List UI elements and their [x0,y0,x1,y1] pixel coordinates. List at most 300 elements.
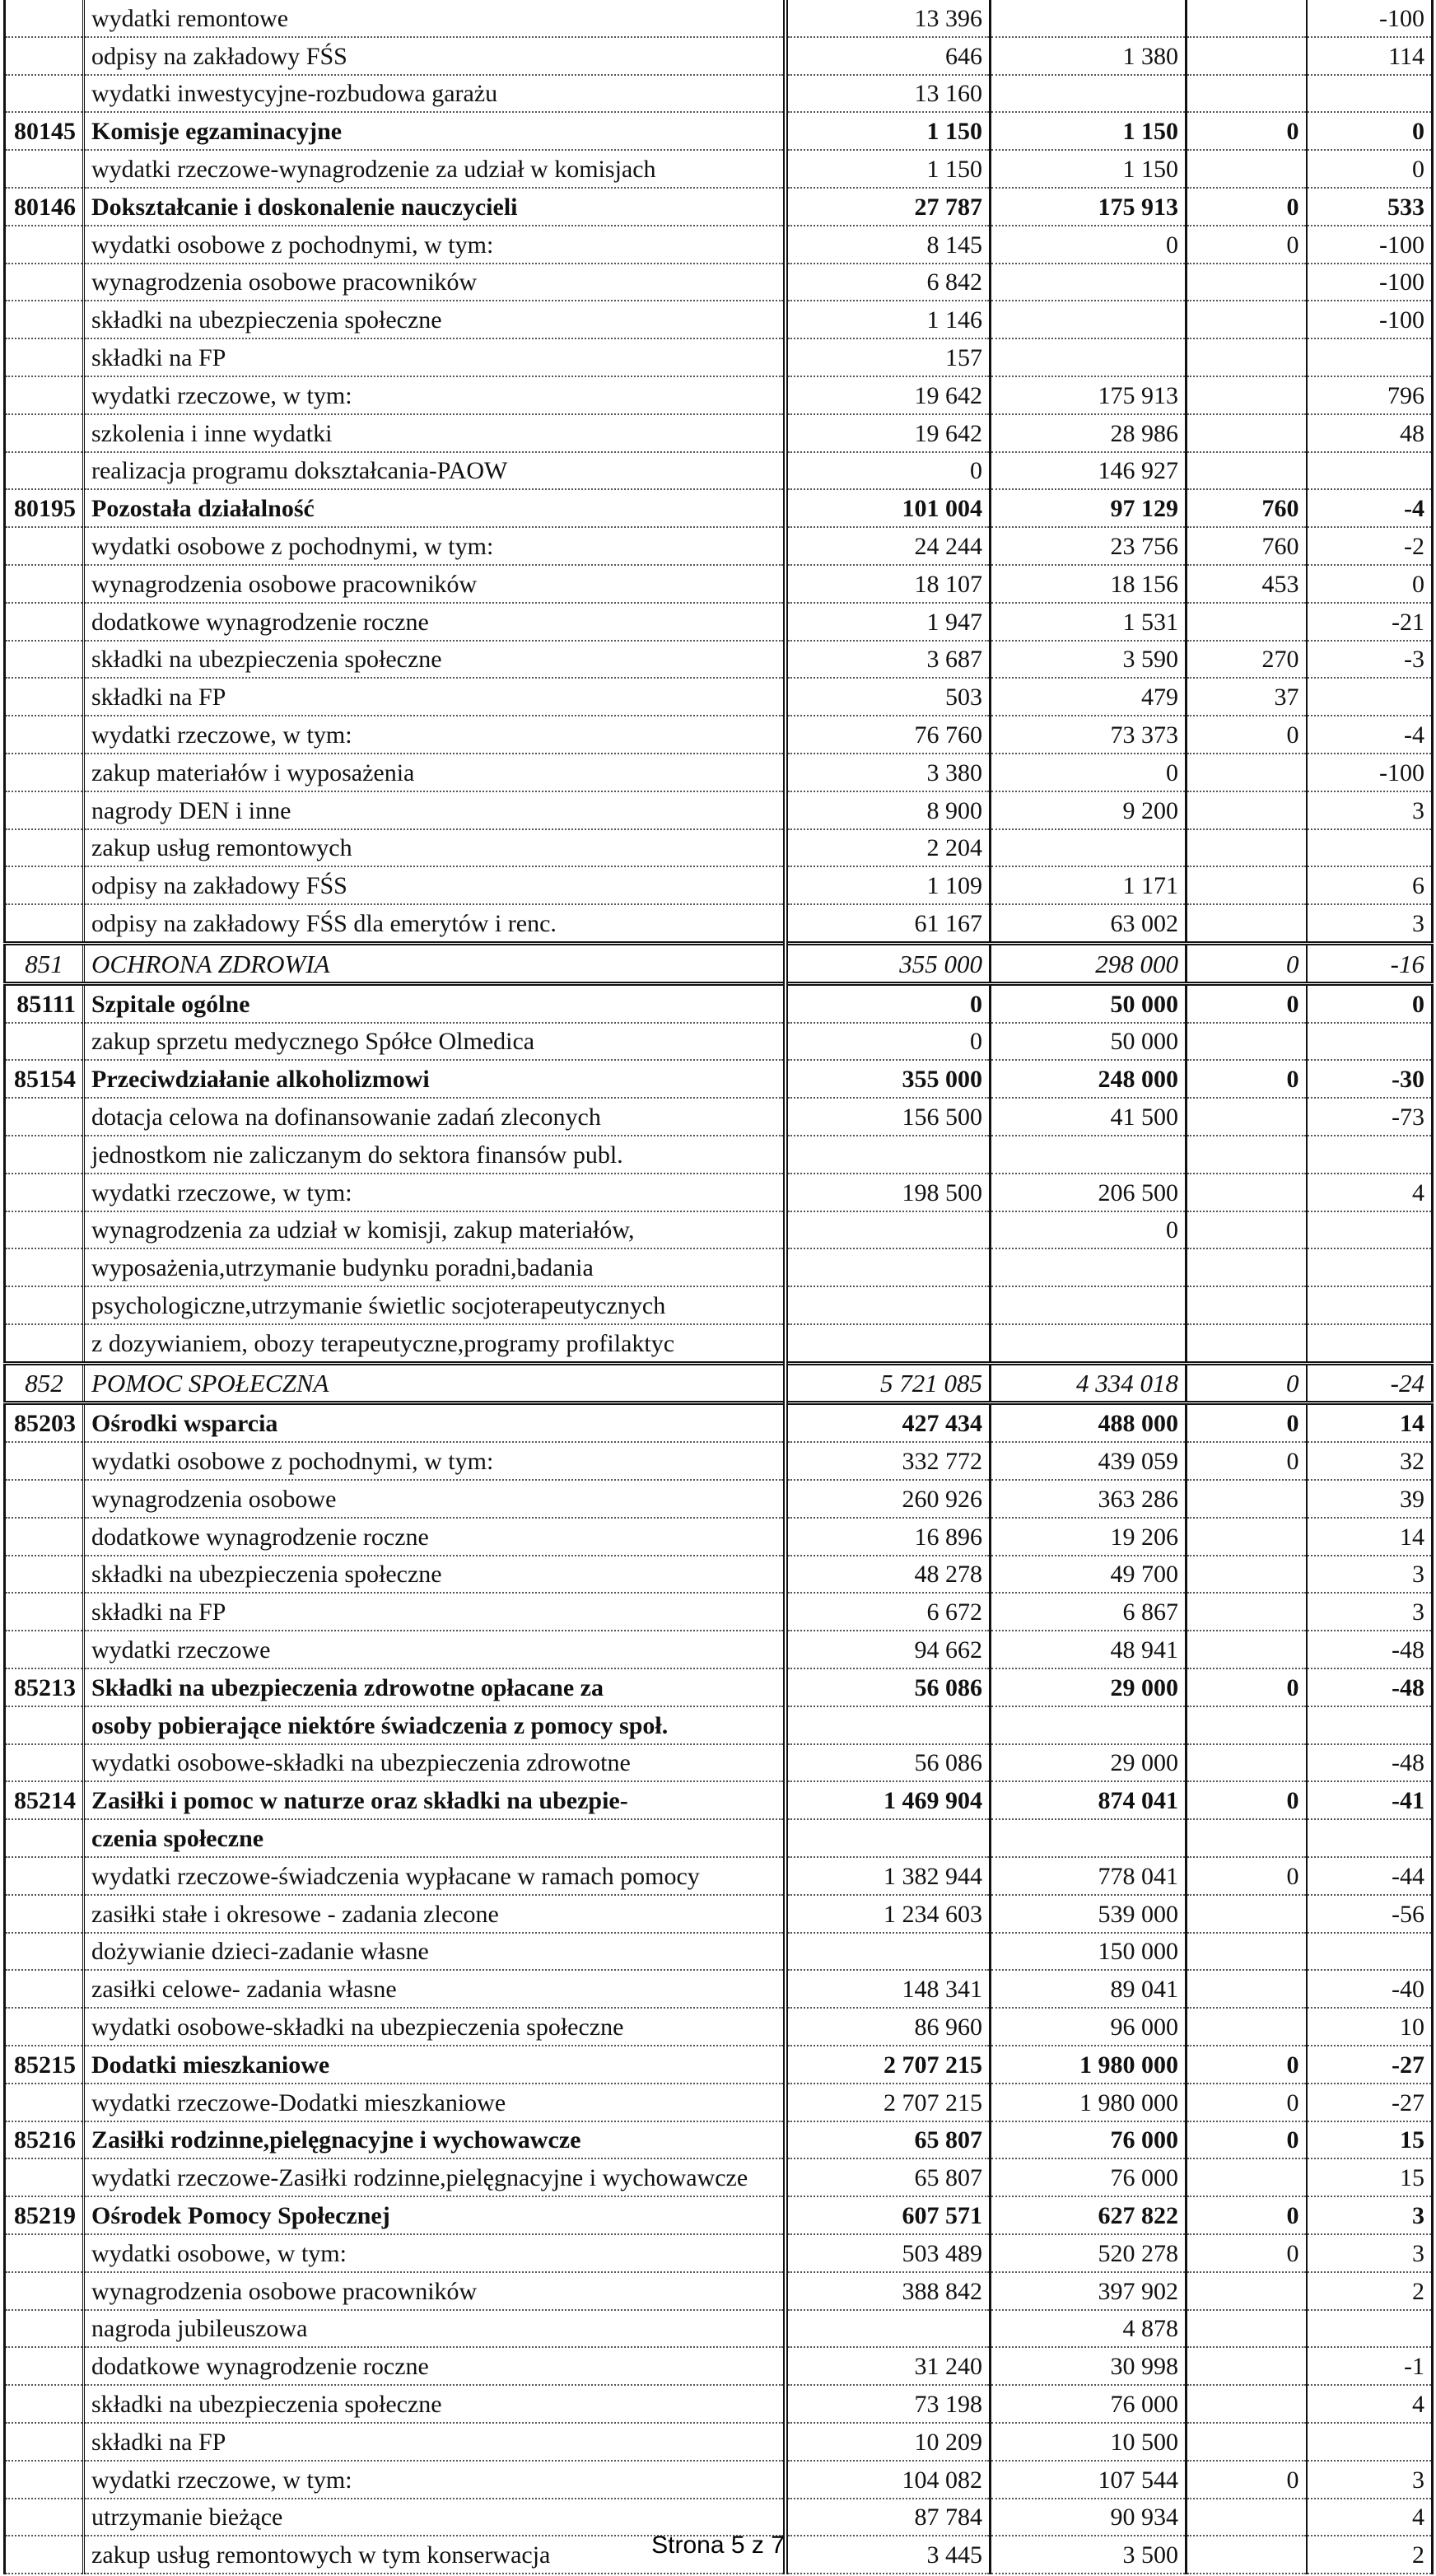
amount-investment-cell: 0 [1187,2196,1307,2234]
amount-investment-cell [1187,1324,1307,1363]
change-percent-cell: 15 [1307,2158,1433,2196]
budget-table [3,0,1434,2574]
item-description-cell: osoby pobierające niektóre świadczenia z pomocy społ. [84,1706,786,1744]
item-description-cell: składki na ubezpieczenia społeczne [84,1556,786,1594]
section-row [5,1363,1433,1403]
item-description-cell: Zasiłki rodzinne,pielęgnacyjne i wychowawcze [84,2121,786,2159]
amount-investment-cell: 0 [1187,1363,1307,1403]
amount-projection-cell: 30 998 [991,2347,1187,2385]
subsection-row [5,2121,1433,2159]
change-percent-cell: -3 [1307,641,1433,679]
change-percent-cell [1307,1706,1433,1744]
amount-plan-cell: 388 842 [786,2272,991,2310]
table-row [5,2234,1433,2272]
amount-plan-cell: 19 642 [786,414,991,452]
amount-projection-cell: 397 902 [991,2272,1187,2310]
amount-plan-cell: 19 642 [786,376,991,414]
table-row [5,527,1433,565]
classification-code-cell [5,1970,84,2008]
table-row [5,0,1433,37]
amount-plan-cell [786,1211,991,1249]
amount-plan-cell [786,1248,991,1286]
change-percent-cell: -100 [1307,301,1433,338]
amount-plan-cell: 13 160 [786,75,991,113]
change-percent-cell: -48 [1307,1631,1433,1668]
change-percent-cell [1307,829,1433,867]
amount-investment-cell [1187,754,1307,791]
change-percent-cell: -21 [1307,603,1433,641]
amount-investment-cell [1187,829,1307,867]
table-row [5,1593,1433,1631]
table-row [5,1556,1433,1594]
amount-plan-cell: 355 000 [786,1060,991,1098]
amount-investment-cell [1187,264,1307,301]
subsection-row [5,2196,1433,2234]
classification-code-cell [5,829,84,867]
amount-investment-cell: 0 [1187,1403,1307,1442]
amount-plan-cell: 1 146 [786,301,991,338]
amount-investment-cell [1187,1933,1307,1971]
item-description-cell: utrzymanie bieżące [84,2499,786,2536]
subsection-row [5,489,1433,527]
amount-projection-cell: 627 822 [991,2196,1187,2234]
item-description-cell: składki na FP [84,1593,786,1631]
classification-code-cell [5,1631,84,1668]
table-row [5,1023,1433,1061]
change-percent-cell: 114 [1307,37,1433,75]
table-row [5,2084,1433,2121]
amount-plan-cell: 101 004 [786,489,991,527]
classification-code-cell [5,1211,84,1249]
item-description-cell: wydatki osobowe-składki na ubezpieczenia społeczne [84,2008,786,2046]
change-percent-cell: 10 [1307,2008,1433,2046]
amount-projection-cell: 107 544 [991,2461,1187,2499]
amount-projection-cell: 248 000 [991,1060,1187,1098]
amount-plan-cell: 0 [786,983,991,1022]
change-percent-cell: -56 [1307,1895,1433,1933]
amount-projection-cell: 520 278 [991,2234,1187,2272]
table-row [5,2423,1433,2461]
change-percent-cell [1307,2423,1433,2461]
change-percent-cell: 4 [1307,2385,1433,2423]
amount-plan-cell: 355 000 [786,943,991,983]
change-percent-cell: 3 [1307,2234,1433,2272]
amount-investment-cell [1187,1136,1307,1174]
amount-plan-cell [786,1819,991,1857]
table-row [5,1324,1433,1363]
item-description-cell: szkolenia i inne wydatki [84,414,786,452]
amount-projection-cell [991,1324,1187,1363]
amount-investment-cell: 0 [1187,1857,1307,1895]
classification-code-cell [5,791,84,829]
change-percent-cell: 0 [1307,150,1433,188]
classification-code-cell [5,641,84,679]
item-description-cell: OCHRONA ZDROWIA [84,943,786,983]
table-row [5,1895,1433,1933]
amount-investment-cell: 453 [1187,565,1307,603]
amount-projection-cell [991,0,1187,37]
amount-plan-cell: 2 707 215 [786,2084,991,2121]
change-percent-cell: 32 [1307,1442,1433,1480]
amount-projection-cell: 175 913 [991,376,1187,414]
amount-plan-cell: 3 380 [786,754,991,791]
amount-plan-cell [786,2310,991,2348]
table-row [5,1631,1433,1668]
amount-projection-cell [991,1248,1187,1286]
subsection-row [5,1060,1433,1098]
item-description-cell: wydatki osobowe z pochodnymi, w tym: [84,527,786,565]
amount-projection-cell: 539 000 [991,1895,1187,1933]
subsection-row [5,1706,1433,1744]
table-row [5,1248,1433,1286]
item-description-cell: składki na FP [84,678,786,716]
item-description-cell: wydatki remontowe [84,0,786,37]
amount-plan-cell: 1 109 [786,866,991,904]
item-description-cell: odpisy na zakładowy FŚS [84,866,786,904]
amount-projection-cell: 146 927 [991,452,1187,490]
amount-investment-cell: 0 [1187,2046,1307,2084]
change-percent-cell: 0 [1307,565,1433,603]
amount-investment-cell [1187,2347,1307,2385]
change-percent-cell: 3 [1307,791,1433,829]
table-row [5,1211,1433,1249]
amount-investment-cell [1187,2310,1307,2348]
classification-code-cell [5,2008,84,2046]
change-percent-cell: -40 [1307,1970,1433,2008]
amount-investment-cell [1187,1593,1307,1631]
amount-investment-cell [1187,2008,1307,2046]
amount-projection-cell: 175 913 [991,188,1187,226]
amount-projection-cell: 0 [991,754,1187,791]
table-row [5,226,1433,264]
amount-projection-cell: 4 334 018 [991,1363,1187,1403]
amount-plan-cell: 76 760 [786,716,991,754]
change-percent-cell [1307,1324,1433,1363]
amount-plan-cell: 0 [786,1023,991,1061]
classification-code-cell [5,1098,84,1136]
amount-projection-cell: 41 500 [991,1098,1187,1136]
amount-plan-cell: 607 571 [786,2196,991,2234]
amount-plan-cell: 157 [786,338,991,376]
table-row [5,866,1433,904]
table-row [5,37,1433,75]
classification-code-cell [5,2310,84,2348]
amount-plan-cell: 2 204 [786,829,991,867]
amount-projection-cell: 439 059 [991,1442,1187,1480]
table-row [5,2310,1433,2348]
change-percent-cell: 14 [1307,1518,1433,1556]
amount-plan-cell: 56 086 [786,1668,991,1706]
amount-investment-cell [1187,1631,1307,1668]
item-description-cell: zasiłki stałe i okresowe - zadania zlecone [84,1895,786,1933]
table-row [5,904,1433,943]
item-description-cell: wydatki rzeczowe-Zasiłki rodzinne,pielęgnacyjne i wychowawcze [84,2158,786,2196]
item-description-cell: odpisy na zakładowy FŚS dla emerytów i renc. [84,904,786,943]
amount-investment-cell [1187,2158,1307,2196]
amount-investment-cell [1187,2499,1307,2536]
table-row [5,565,1433,603]
amount-investment-cell: 0 [1187,2121,1307,2159]
amount-plan-cell: 1 382 944 [786,1857,991,1895]
change-percent-cell: -27 [1307,2084,1433,2121]
amount-plan-cell: 1 469 904 [786,1781,991,1819]
classification-code-cell [5,2347,84,2385]
item-description-cell: wydatki rzeczowe [84,1631,786,1668]
classification-code-cell [5,2499,84,2536]
change-percent-cell: -24 [1307,1363,1433,1403]
item-description-cell: Ośrodki wsparcia [84,1403,786,1442]
change-percent-cell: -100 [1307,264,1433,301]
amount-projection-cell: 10 500 [991,2423,1187,2461]
item-description-cell: jednostkom nie zaliczanym do sektora finansów publ. [84,1136,786,1174]
amount-investment-cell: 0 [1187,188,1307,226]
classification-code-cell [5,565,84,603]
amount-investment-cell: 0 [1187,716,1307,754]
amount-plan-cell: 94 662 [786,1631,991,1668]
item-description-cell: z dozywianiem, obozy terapeutyczne,programy profilaktyc [84,1324,786,1363]
table-row [5,264,1433,301]
table-row [5,603,1433,641]
amount-investment-cell [1187,1098,1307,1136]
amount-investment-cell [1187,1895,1307,1933]
change-percent-cell [1307,1136,1433,1174]
change-percent-cell [1307,1819,1433,1857]
item-description-cell: wynagrodzenia osobowe [84,1480,786,1518]
classification-code-cell [5,2158,84,2196]
change-percent-cell: -100 [1307,226,1433,264]
item-description-cell: zakup materiałów i wyposażenia [84,754,786,791]
change-percent-cell: -30 [1307,1060,1433,1098]
amount-projection-cell: 28 986 [991,414,1187,452]
amount-projection-cell: 97 129 [991,489,1187,527]
amount-plan-cell [786,1933,991,1971]
item-description-cell: wynagrodzenia osobowe pracowników [84,565,786,603]
change-percent-cell [1307,2310,1433,2348]
item-description-cell: dodatkowe wynagrodzenie roczne [84,603,786,641]
amount-projection-cell: 29 000 [991,1744,1187,1782]
amount-projection-cell [991,1286,1187,1324]
subsection-row [5,112,1433,150]
amount-projection-cell [991,1819,1187,1857]
change-percent-cell [1307,75,1433,113]
classification-code-cell: 85154 [5,1060,84,1098]
amount-investment-cell: 0 [1187,2461,1307,2499]
amount-plan-cell: 148 341 [786,1970,991,2008]
amount-projection-cell: 1 380 [991,37,1187,75]
amount-projection-cell: 9 200 [991,791,1187,829]
amount-investment-cell [1187,603,1307,641]
amount-investment-cell [1187,75,1307,113]
item-description-cell: wyposażenia,utrzymanie budynku poradni,badania [84,1248,786,1286]
classification-code-cell [5,2234,84,2272]
amount-investment-cell [1187,0,1307,37]
table-row [5,1518,1433,1556]
classification-code-cell [5,2385,84,2423]
amount-plan-cell: 646 [786,37,991,75]
classification-code-cell [5,376,84,414]
amount-plan-cell [786,1706,991,1744]
classification-code-cell [5,1480,84,1518]
item-description-cell: wydatki rzeczowe, w tym: [84,1174,786,1211]
amount-investment-cell [1187,338,1307,376]
subsection-row [5,1819,1433,1857]
change-percent-cell [1307,1023,1433,1061]
amount-investment-cell: 0 [1187,1442,1307,1480]
amount-plan-cell: 65 807 [786,2121,991,2159]
table-row [5,1480,1433,1518]
amount-investment-cell: 0 [1187,226,1307,264]
classification-code-cell [5,1819,84,1857]
amount-investment-cell [1187,1556,1307,1594]
table-row [5,301,1433,338]
change-percent-cell: 3 [1307,2461,1433,2499]
change-percent-cell: -41 [1307,1781,1433,1819]
change-percent-cell: -16 [1307,943,1433,983]
item-description-cell: czenia społeczne [84,1819,786,1857]
table-row [5,376,1433,414]
amount-projection-cell: 0 [991,226,1187,264]
table-row [5,2385,1433,2423]
amount-investment-cell [1187,1023,1307,1061]
table-row [5,1857,1433,1895]
amount-investment-cell [1187,1480,1307,1518]
amount-projection-cell: 150 000 [991,1933,1187,1971]
item-description-cell: zasiłki celowe- zadania własne [84,1970,786,2008]
amount-plan-cell: 6 672 [786,1593,991,1631]
amount-projection-cell: 206 500 [991,1174,1187,1211]
item-description-cell: Dokształcanie i doskonalenie nauczycieli [84,188,786,226]
amount-investment-cell [1187,1706,1307,1744]
amount-projection-cell: 50 000 [991,1023,1187,1061]
amount-investment-cell [1187,1286,1307,1324]
item-description-cell: Pozostała działalność [84,489,786,527]
table-row [5,2461,1433,2499]
amount-investment-cell [1187,791,1307,829]
amount-plan-cell: 156 500 [786,1098,991,1136]
amount-projection-cell: 76 000 [991,2121,1187,2159]
change-percent-cell: -100 [1307,754,1433,791]
amount-plan-cell: 1 150 [786,150,991,188]
amount-projection-cell: 48 941 [991,1631,1187,1668]
amount-projection-cell: 4 878 [991,2310,1187,2348]
change-percent-cell: -44 [1307,1857,1433,1895]
table-row [5,338,1433,376]
amount-investment-cell [1187,1518,1307,1556]
amount-plan-cell: 56 086 [786,1744,991,1782]
amount-plan-cell [786,1136,991,1174]
table-row [5,1744,1433,1782]
classification-code-cell [5,1593,84,1631]
item-description-cell: składki na ubezpieczenia społeczne [84,641,786,679]
amount-projection-cell [991,338,1187,376]
amount-investment-cell [1187,1211,1307,1249]
table-row [5,150,1433,188]
classification-code-cell: 85219 [5,2196,84,2234]
amount-investment-cell: 0 [1187,112,1307,150]
change-percent-cell [1307,1211,1433,1249]
item-description-cell: składki na FP [84,2423,786,2461]
classification-code-cell [5,1324,84,1363]
item-description-cell: nagroda jubileuszowa [84,2310,786,2348]
amount-investment-cell: 0 [1187,983,1307,1022]
amount-plan-cell: 31 240 [786,2347,991,2385]
table-row [5,414,1433,452]
amount-projection-cell: 29 000 [991,1668,1187,1706]
classification-code-cell [5,2272,84,2310]
amount-plan-cell: 18 107 [786,565,991,603]
change-percent-cell: 3 [1307,2196,1433,2234]
table-row [5,2008,1433,2046]
classification-code-cell [5,226,84,264]
change-percent-cell [1307,338,1433,376]
table-row [5,829,1433,867]
change-percent-cell: -48 [1307,1668,1433,1706]
item-description-cell: Zasiłki i pomoc w naturze oraz składki na ubezpie- [84,1781,786,1819]
item-description-cell: dodatkowe wynagrodzenie roczne [84,2347,786,2385]
change-percent-cell: 48 [1307,414,1433,452]
amount-investment-cell [1187,1248,1307,1286]
amount-plan-cell: 61 167 [786,904,991,943]
classification-code-cell [5,678,84,716]
change-percent-cell: 2 [1307,2536,1433,2574]
amount-plan-cell: 198 500 [786,1174,991,1211]
amount-projection-cell: 73 373 [991,716,1187,754]
change-percent-cell: 39 [1307,1480,1433,1518]
change-percent-cell: 796 [1307,376,1433,414]
classification-code-cell [5,0,84,37]
amount-projection-cell: 49 700 [991,1556,1187,1594]
amount-projection-cell: 18 156 [991,565,1187,603]
amount-plan-cell: 332 772 [786,1442,991,1480]
classification-code-cell [5,754,84,791]
classification-code-cell [5,1857,84,1895]
amount-projection-cell: 1 980 000 [991,2046,1187,2084]
table-row [5,1098,1433,1136]
classification-code-cell [5,1744,84,1782]
subsection-row [5,983,1433,1022]
amount-investment-cell: 0 [1187,1668,1307,1706]
item-description-cell: nagrody DEN i inne [84,791,786,829]
change-percent-cell: 3 [1307,1593,1433,1631]
amount-plan-cell: 86 960 [786,2008,991,2046]
classification-code-cell [5,2084,84,2121]
amount-investment-cell [1187,452,1307,490]
item-description-cell: wydatki osobowe z pochodnymi, w tym: [84,1442,786,1480]
amount-projection-cell: 1 980 000 [991,2084,1187,2121]
amount-projection-cell: 63 002 [991,904,1187,943]
item-description-cell: wynagrodzenia za udział w komisji, zakup materiałów, [84,1211,786,1249]
classification-code-cell: 80146 [5,188,84,226]
change-percent-cell: -1 [1307,2347,1433,2385]
amount-projection-cell [991,75,1187,113]
item-description-cell: zakup sprzetu medycznego Spółce Olmedica [84,1023,786,1061]
amount-plan-cell: 1 947 [786,603,991,641]
amount-investment-cell: 0 [1187,943,1307,983]
amount-plan-cell: 503 489 [786,2234,991,2272]
change-percent-cell: 0 [1307,983,1433,1022]
item-description-cell: odpisy na zakładowy FŚS [84,37,786,75]
amount-projection-cell: 1 150 [991,150,1187,188]
amount-projection-cell: 0 [991,1211,1187,1249]
item-description-cell: wydatki rzeczowe-wynagrodzenie za udział w komisjach [84,150,786,188]
item-description-cell: Dodatki mieszkaniowe [84,2046,786,2084]
item-description-cell: wydatki rzeczowe, w tym: [84,716,786,754]
item-description-cell: psychologiczne,utrzymanie świetlic socjoterapeutycznych [84,1286,786,1324]
amount-plan-cell: 87 784 [786,2499,991,2536]
amount-projection-cell: 90 934 [991,2499,1187,2536]
change-percent-cell: 533 [1307,188,1433,226]
subsection-row [5,1403,1433,1442]
